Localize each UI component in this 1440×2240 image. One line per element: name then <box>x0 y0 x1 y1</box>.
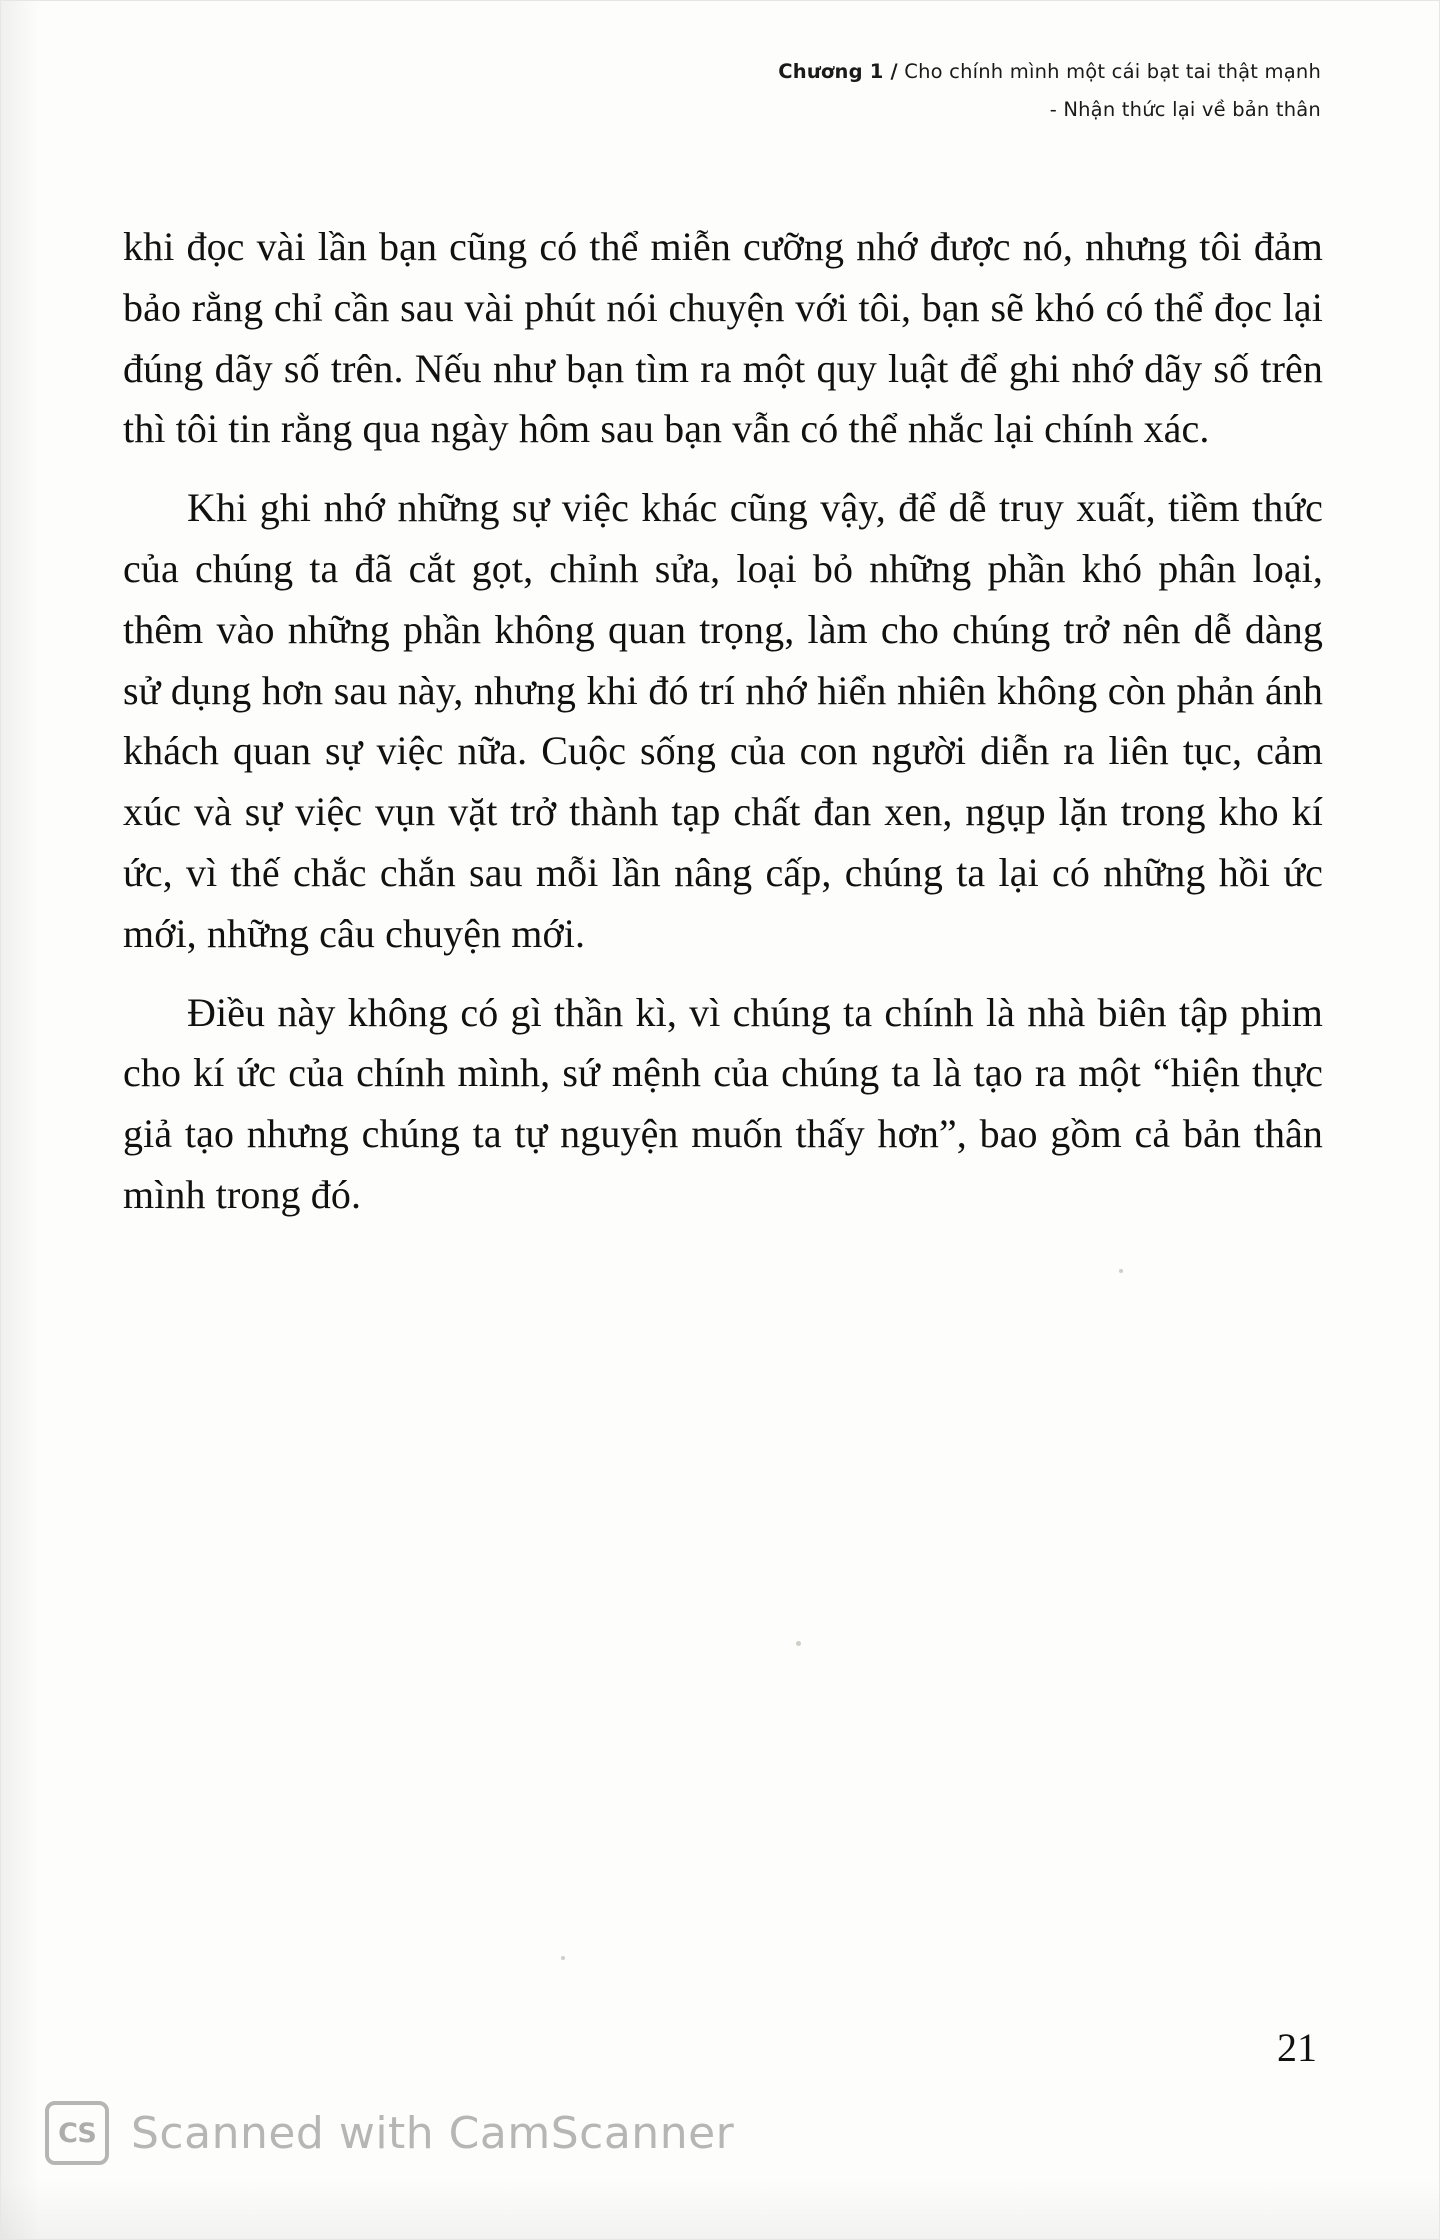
scan-shadow-bottom <box>1 2179 1439 2239</box>
chapter-label: Chương 1 / <box>778 60 898 83</box>
page-number: 21 <box>1277 2025 1317 2070</box>
chapter-title: Cho chính mình một cái bạt tai thật mạnh <box>904 60 1321 83</box>
scan-speck <box>796 1641 801 1646</box>
body-text <box>123 217 1323 1244</box>
camscanner-badge-icon: CS <box>45 2101 109 2165</box>
paragraph-2: Khi ghi nhớ những sự việc khác cũng vậy, để dễ truy xuất, tiềm thức của chúng ta đã cắt gọt, chỉnh sửa, loại bỏ những phần khó phân loại, thêm vào những phần không quan trọng, làm cho chúng trở nên dễ dàng sử dụng hơn sau này, nhưng khi đó trí nhớ hiển nhiên không còn phản ánh khách quan sự việc nữa. Cuộc sống của con người diễn ra liên tục, cảm xúc và sự việc vụn vặt trở thành tạp chất đan xen, ngụp lặn trong kho kí ức, vì thế chắc chắn sau mỗi lần nâng cấp, chúng ta lại có những hồi ức mới, những câu chuyện mới. <box>123 485 1323 956</box>
scan-shadow-left <box>1 1 41 2239</box>
scan-speck <box>1119 1269 1123 1273</box>
paragraph-3: Điều này không có gì thần kì, vì chúng ta chính là nhà biên tập phim cho kí ức của chính mình, sứ mệnh của chúng ta là tạo ra một “hiện thực giả tạo nhưng chúng ta tự nguyện muốn thấy hơn”, bao gồm cả bản thân mình trong đó. <box>123 989 1323 1217</box>
paragraph-1: khi đọc vài lần bạn cũng có thể miễn cưỡng nhớ được nó, nhưng tôi đảm bảo rằng chỉ cần sau vài phút nói chuyện với tôi, bạn sẽ khó có thể đọc lại đúng dãy số trên. Nếu như bạn tìm ra một quy luật để ghi nhớ dãy số trên thì tôi tin rằng qua ngày hôm sau bạn vẫn có thể nhắc lại chính xác. <box>123 224 1323 452</box>
scan-speck <box>561 1956 565 1960</box>
chapter-subtitle: - Nhận thức lại về bản thân <box>1049 98 1321 122</box>
camscanner-watermark <box>45 2101 734 2165</box>
running-head <box>778 57 1321 125</box>
camscanner-watermark-text: Scanned with CamScanner <box>131 2107 735 2159</box>
